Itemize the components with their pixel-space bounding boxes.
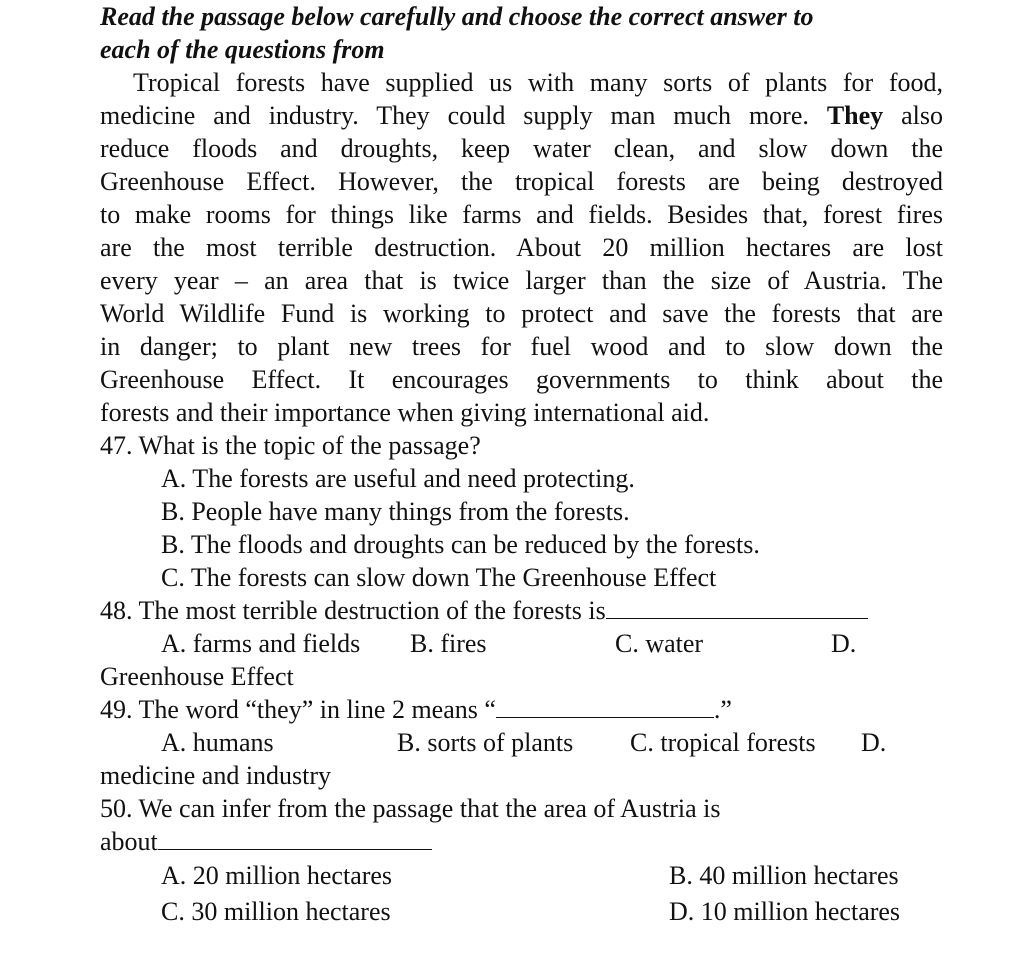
passage bbox=[100, 66, 943, 429]
answer-option-d[interactable]: D. 10 million hectares bbox=[669, 897, 901, 926]
answer-option-d[interactable]: D. bbox=[831, 629, 857, 658]
answer-option-c[interactable]: C. tropical forests bbox=[630, 728, 816, 757]
answer-option-c[interactable] bbox=[100, 561, 943, 594]
passage-line-3: reduce floods and droughts, keep water clean, and slow down the bbox=[100, 134, 943, 163]
question-stem-continued bbox=[100, 825, 943, 858]
answer-option-a[interactable] bbox=[100, 462, 943, 495]
answer-blank[interactable] bbox=[606, 594, 868, 619]
question-stem-text: 49. The word “they” in line 2 means “ bbox=[100, 695, 496, 724]
option-text: C. The forests can slow down The Greenhouse Effect bbox=[161, 563, 717, 592]
option-text: B. People have many things from the forests. bbox=[161, 497, 630, 526]
answer-blank[interactable] bbox=[158, 825, 432, 850]
answer-option-a[interactable]: A. 20 million hectares bbox=[161, 861, 393, 890]
question-47 bbox=[100, 429, 943, 594]
question-stem: 47. What is the topic of the passage? bbox=[100, 431, 481, 460]
passage-line-2 bbox=[100, 99, 943, 132]
answer-options-row bbox=[100, 627, 943, 660]
answer-option-d[interactable]: D. bbox=[861, 728, 887, 757]
answer-option-d-text[interactable]: Greenhouse Effect bbox=[100, 662, 294, 691]
passage-line-8: World Wildlife Fund is working to protect and save the forests that are bbox=[100, 299, 943, 328]
answer-option-b[interactable]: B. fires bbox=[410, 629, 487, 658]
question-stem: 50. We can infer from the passage that the area of Austria is bbox=[100, 794, 721, 823]
answer-option-a[interactable]: A. humans bbox=[161, 728, 274, 757]
answer-option-c[interactable]: C. 30 million hectares bbox=[161, 897, 391, 926]
passage-line-11: forests and their importance when giving international aid. bbox=[100, 398, 710, 427]
instruction-line-1: Read the passage below carefully and choose the correct answer to bbox=[100, 2, 814, 31]
passage-line-2-text: medicine and industry. They could supply man much more. bbox=[100, 101, 809, 130]
question-stem-text: about bbox=[100, 827, 158, 856]
question-stem-end: .” bbox=[713, 695, 732, 724]
passage-line-6: are the most terrible destruction. About 20 million hectares are lost bbox=[100, 233, 943, 262]
answer-options-row bbox=[100, 726, 943, 759]
question-stem bbox=[100, 594, 943, 627]
answer-option-d-text[interactable]: medicine and industry bbox=[100, 761, 332, 790]
answer-option-b-2[interactable] bbox=[100, 528, 943, 561]
answer-option-b[interactable]: B. 40 million hectares bbox=[669, 861, 899, 890]
passage-line-9: in danger; to plant new trees for fuel wood and to slow down the bbox=[100, 332, 943, 361]
answer-option-b[interactable] bbox=[100, 495, 943, 528]
passage-line-5: to make rooms for things like farms and fields. Besides that, forest fires bbox=[100, 200, 943, 229]
answer-options-row bbox=[100, 894, 943, 930]
reading-exercise bbox=[100, 0, 943, 930]
answer-blank[interactable] bbox=[496, 693, 714, 718]
option-text: A. The forests are useful and need protecting. bbox=[161, 464, 635, 493]
answer-option-a[interactable]: A. farms and fields bbox=[161, 629, 361, 658]
instruction-line-2: each of the questions from bbox=[100, 35, 385, 64]
question-49 bbox=[100, 693, 943, 792]
answer-option-b[interactable]: B. sorts of plants bbox=[397, 728, 574, 757]
question-48 bbox=[100, 594, 943, 693]
passage-line-4: Greenhouse Effect. However, the tropical forests are being destroyed bbox=[100, 167, 943, 196]
question-50 bbox=[100, 792, 943, 930]
passage-line-10: Greenhouse Effect. It encourages governments to think about the bbox=[100, 365, 943, 394]
option-text: B. The floods and droughts can be reduced by the forests. bbox=[161, 530, 760, 559]
question-stem bbox=[100, 693, 943, 726]
answer-options-row bbox=[100, 858, 943, 894]
question-stem-text: 48. The most terrible destruction of the forests is bbox=[100, 596, 606, 625]
passage-line-2-end: also bbox=[901, 101, 944, 130]
answer-option-c[interactable]: C. water bbox=[615, 629, 704, 658]
passage-line-7: every year – an area that is twice larger than the size of Austria. The bbox=[100, 266, 943, 295]
referent-word: They bbox=[826, 101, 884, 130]
passage-line-1: Tropical forests have supplied us with many sorts of plants for food, bbox=[133, 68, 943, 97]
